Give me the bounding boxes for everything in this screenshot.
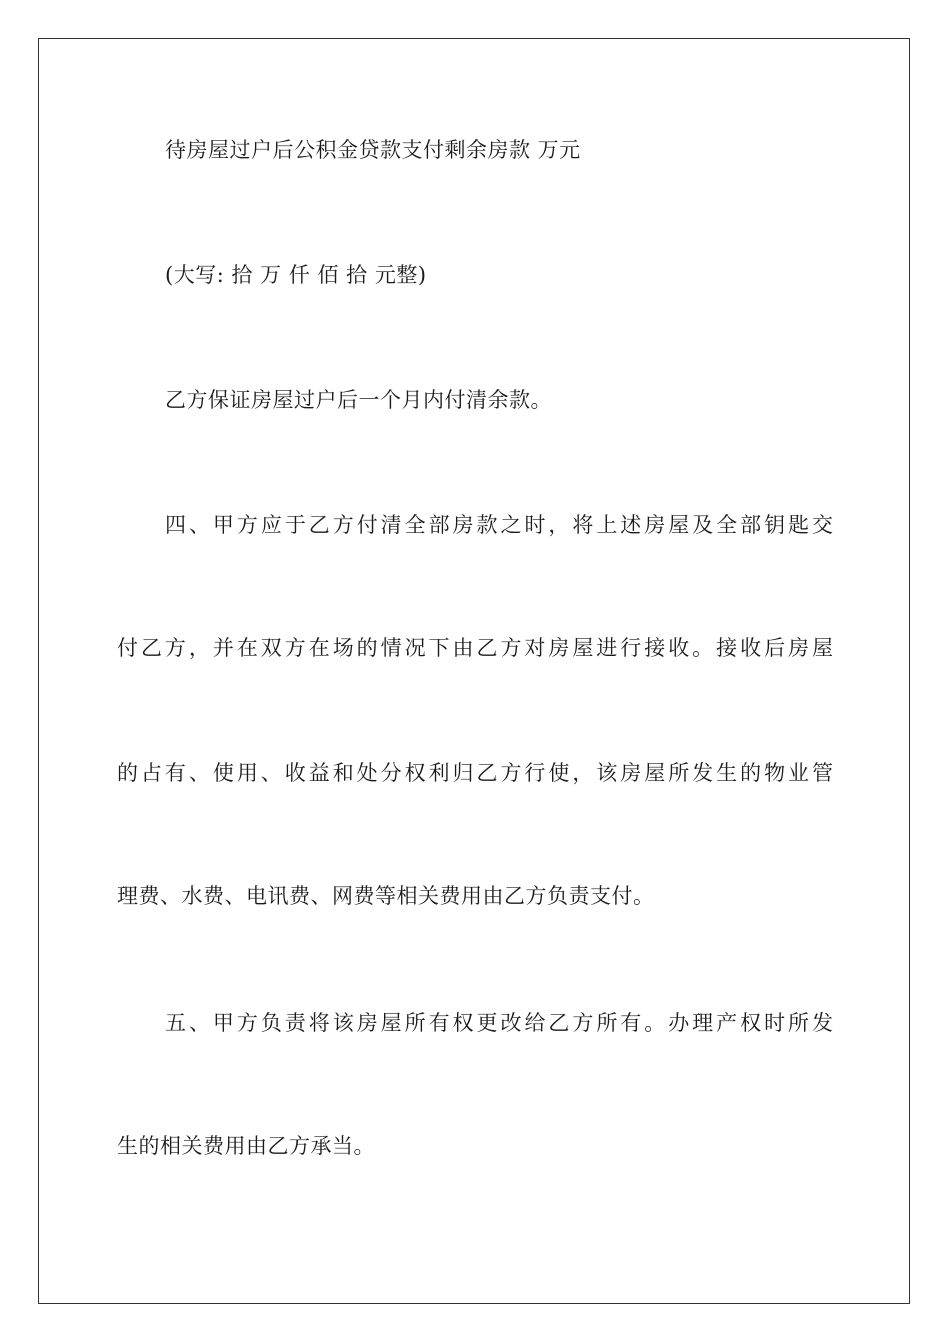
text-line-amount-in-words: (大写: 拾 万 仟 佰 拾 元整) [165, 263, 427, 287]
text-line-clause-four-4: 理费、水费、电讯费、网费等相关费用由乙方负责支付。 [117, 884, 655, 908]
text-line-remaining-payment: 待房屋过户后公积金贷款支付剩余房款 万元 [165, 138, 581, 162]
page-frame [38, 38, 910, 1304]
text-line-clause-four-1: 四、甲方应于乙方付清全部房款之时，将上述房屋及全部钥匙交 [165, 513, 833, 537]
text-line-clause-four-3: 的占有、使用、收益和处分权利归乙方行使，该房屋所发生的物业管 [117, 761, 833, 785]
text-line-clause-five-2: 生的相关费用由乙方承当。 [117, 1134, 375, 1158]
text-line-balance-guarantee: 乙方保证房屋过户后一个月内付清余款。 [165, 388, 552, 412]
text-line-clause-five-1: 五、甲方负责将该房屋所有权更改给乙方所有。办理产权时所发 [165, 1011, 833, 1035]
text-line-clause-four-2: 付乙方，并在双方在场的情况下由乙方对房屋进行接收。接收后房屋 [117, 636, 833, 660]
